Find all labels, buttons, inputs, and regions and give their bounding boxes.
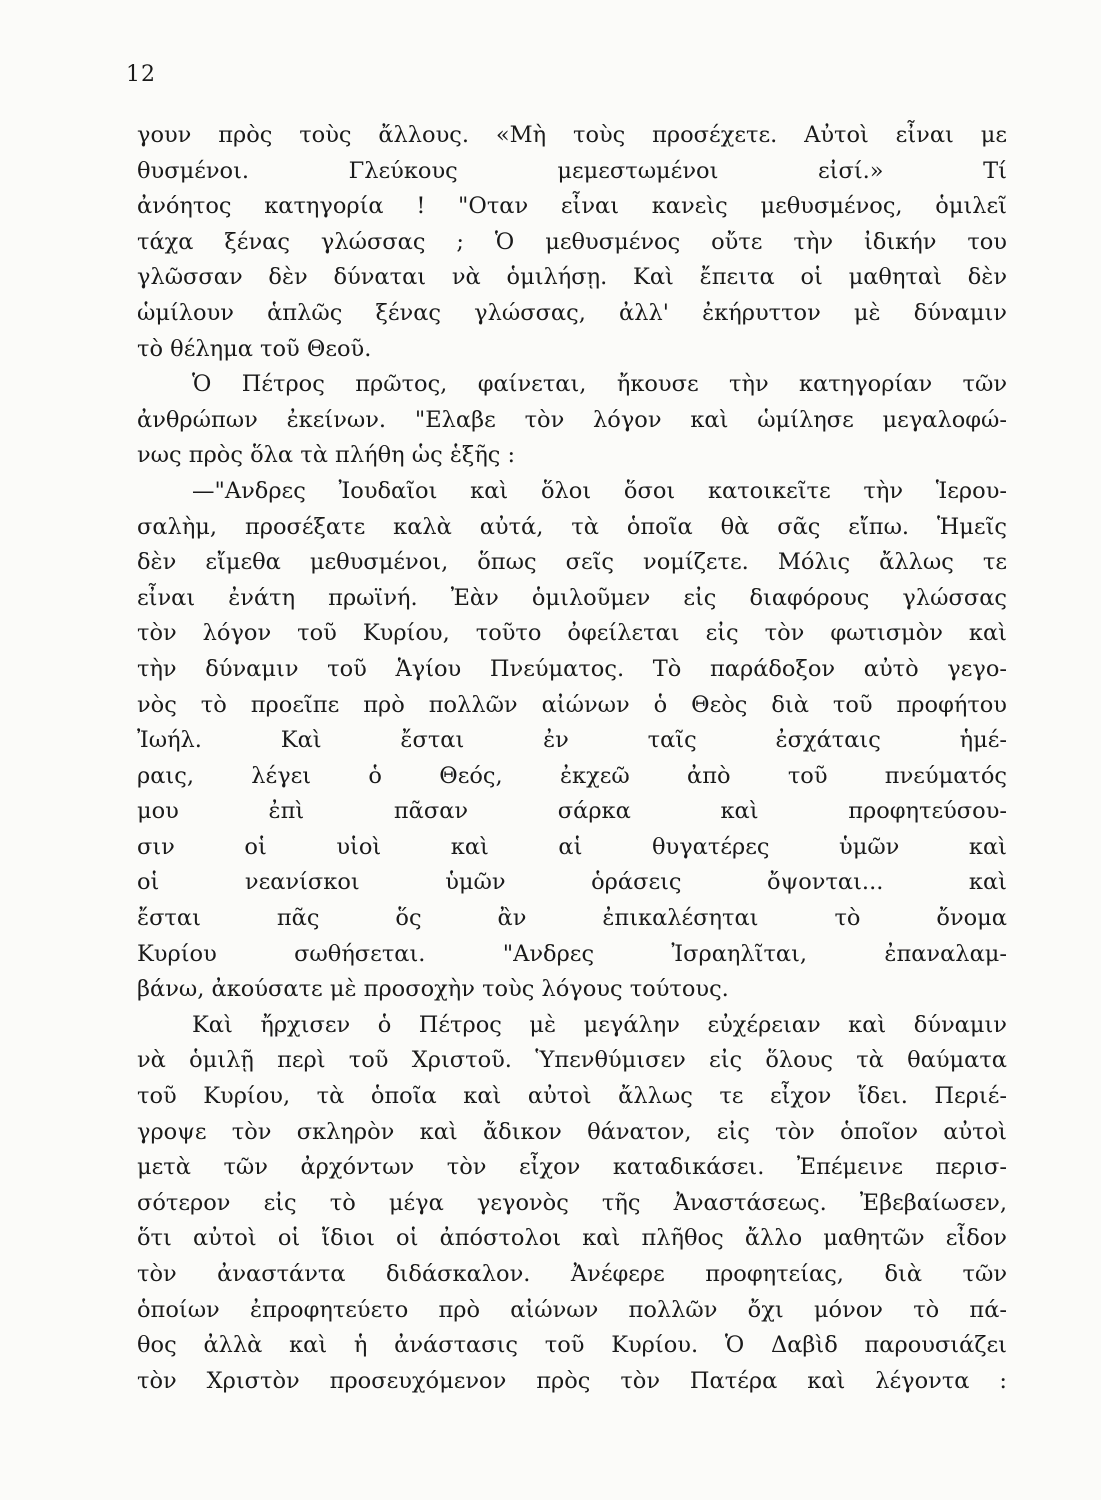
text-line: θος ἀλλὰ καὶ ἡ ἀνάστασις τοῦ Κυρίου. Ὁ Δαβὶδ παρουσιάζει — [137, 1332, 1007, 1359]
text-line: οἱ νεανίσκοι ὑμῶν ὁράσεις ὄψονται... καὶ — [137, 869, 1007, 896]
text-line: τὸν ἀναστάντα διδάσκαλον. Ἀνέφερε προφητείας, διὰ τῶν — [137, 1261, 1007, 1287]
text-line: ἀνόητος κατηγορία ! "Οταν εἶναι κανεὶς μεθυσμένος, ὁμιλεῖ — [137, 193, 1007, 220]
body-text — [137, 118, 1007, 1399]
text-line: γουν πρὸς τοὺς ἄλλους. «Μὴ τοὺς προσέχετε. Αὐτοὶ εἶναι με — [137, 122, 1007, 148]
text-line: σαλὴμ, προσέξατε καλὰ αὐτά, τὰ ὁποῖα θὰ σᾶς εἴπω. Ἡμεῖς — [137, 513, 1007, 540]
text-line: γροψε τὸν σκληρὸν καὶ ἄδικον θάνατον, εἰς τὸν ὁποῖον αὐτοὶ — [137, 1118, 1007, 1145]
text-line: νὰ ὁμιλῇ περὶ τοῦ Χριστοῦ. Ὑπενθύμισεν εἰς ὅλους τὰ θαύματα — [137, 1047, 1007, 1074]
text-line: τοῦ Κυρίου, τὰ ὁποῖα καὶ αὐτοὶ ἄλλως τε εἶχον ἴδει. Περιέ- — [137, 1083, 1007, 1110]
text-line: —"Ανδρες Ἰουδαῖοι καὶ ὅλοι ὅσοι κατοικεῖτε τὴν Ἱερου- — [192, 477, 1007, 504]
text-line: ἔσται πᾶς ὅς ἂν ἐπικαλέσηται τὸ ὄνομα — [137, 905, 1007, 932]
text-line: ἀνθρώπων ἐκείνων. "Ελαβε τὸν λόγον καὶ ὡμίλησε μεγαλοφώ- — [137, 406, 1007, 433]
text-line: Ἰωήλ. Καὶ ἔσται ἐν ταῖς ἐσχάταις ἡμέ- — [137, 727, 1007, 754]
text-line: δὲν εἴμεθα μεθυσμένοι, ὅπως σεῖς νομίζετε. Μόλις ἄλλως τε — [137, 549, 1007, 576]
text-line: σιν οἱ υἱοὶ καὶ αἱ θυγατέρες ὑμῶν καὶ — [137, 833, 1007, 860]
text-line: εἶναι ἐνάτη πρωϊνή. Ἐὰν ὁμιλοῦμεν εἰς διαφόρους γλώσσας — [137, 584, 1007, 611]
text-line: τὸν Χριστὸν προσευχόμενον πρὸς τὸν Πατέρα καὶ λέγοντα : — [137, 1367, 1007, 1394]
text-line: ραις, λέγει ὁ Θεός, ἐκχεῶ ἀπὸ τοῦ πνεύματός — [137, 762, 1007, 789]
text-line: τὸ θέλημα τοῦ Θεοῦ. — [137, 335, 372, 362]
text-line: τὸν λόγον τοῦ Κυρίου, τοῦτο ὀφείλεται εἰς τὸν φωτισμὸν καὶ — [137, 620, 1007, 647]
text-line: Κυρίου σωθήσεται. "Ανδρες Ἰσραηλῖται, ἐπαναλαμ- — [137, 940, 1007, 967]
text-line: νως πρὸς ὅλα τὰ πλήθη ὡς ἑξῆς : — [137, 442, 516, 469]
text-line: τὴν δύναμιν τοῦ Ἁγίου Πνεύματος. Τὸ παράδοξον αὐτὸ γεγο- — [137, 655, 1007, 682]
text-line: βάνω, ἀκούσατε μὲ προσοχὴν τοὺς λόγους τούτους. — [137, 976, 729, 1003]
text-line: θυσμένοι. Γλεύκους μεμεστωμένοι εἰσί.» Τί — [137, 157, 1007, 184]
text-line: ὁποίων ἐπροφητεύετο πρὸ αἰώνων πολλῶν ὄχι μόνον τὸ πά- — [137, 1296, 1007, 1323]
text-line: μετὰ τῶν ἀρχόντων τὸν εἶχον καταδικάσει. Ἐπέμεινε περισ- — [137, 1154, 1007, 1181]
text-line: σότερον εἰς τὸ μέγα γεγονὸς τῆς Ἀναστάσεως. Ἐβεβαίωσεν, — [137, 1189, 1007, 1216]
text-line: μου ἐπὶ πᾶσαν σάρκα καὶ προφητεύσου- — [137, 798, 1007, 825]
text-line: νὸς τὸ προεῖπε πρὸ πολλῶν αἰώνων ὁ Θεὸς διὰ τοῦ προφήτου — [137, 691, 1007, 718]
text-line: ὡμίλουν ἁπλῶς ξένας γλώσσας, ἀλλ' ἐκήρυττον μὲ δύναμιν — [137, 299, 1007, 326]
text-line: τάχα ξένας γλώσσας ; Ὁ μεθυσμένος οὔτε τὴν ἰδικήν του — [137, 228, 1007, 255]
text-line: Καὶ ἤρχισεν ὁ Πέτρος μὲ μεγάλην εὐχέρειαν καὶ δύναμιν — [192, 1011, 1007, 1038]
text-line: Ὁ Πέτρος πρῶτος, φαίνεται, ἤκουσε τὴν κατηγορίαν τῶν — [192, 371, 1007, 398]
text-line: γλῶσσαν δὲν δύναται νὰ ὁμιλήσῃ. Καὶ ἔπειτα οἱ μαθηταὶ δὲν — [137, 264, 1007, 291]
text-line: ὅτι αὐτοὶ οἱ ἴδιοι οἱ ἀπόστολοι καὶ πλῆθος ἄλλο μαθητῶν εἶδον — [137, 1225, 1007, 1252]
page-number: 12 — [126, 62, 156, 87]
